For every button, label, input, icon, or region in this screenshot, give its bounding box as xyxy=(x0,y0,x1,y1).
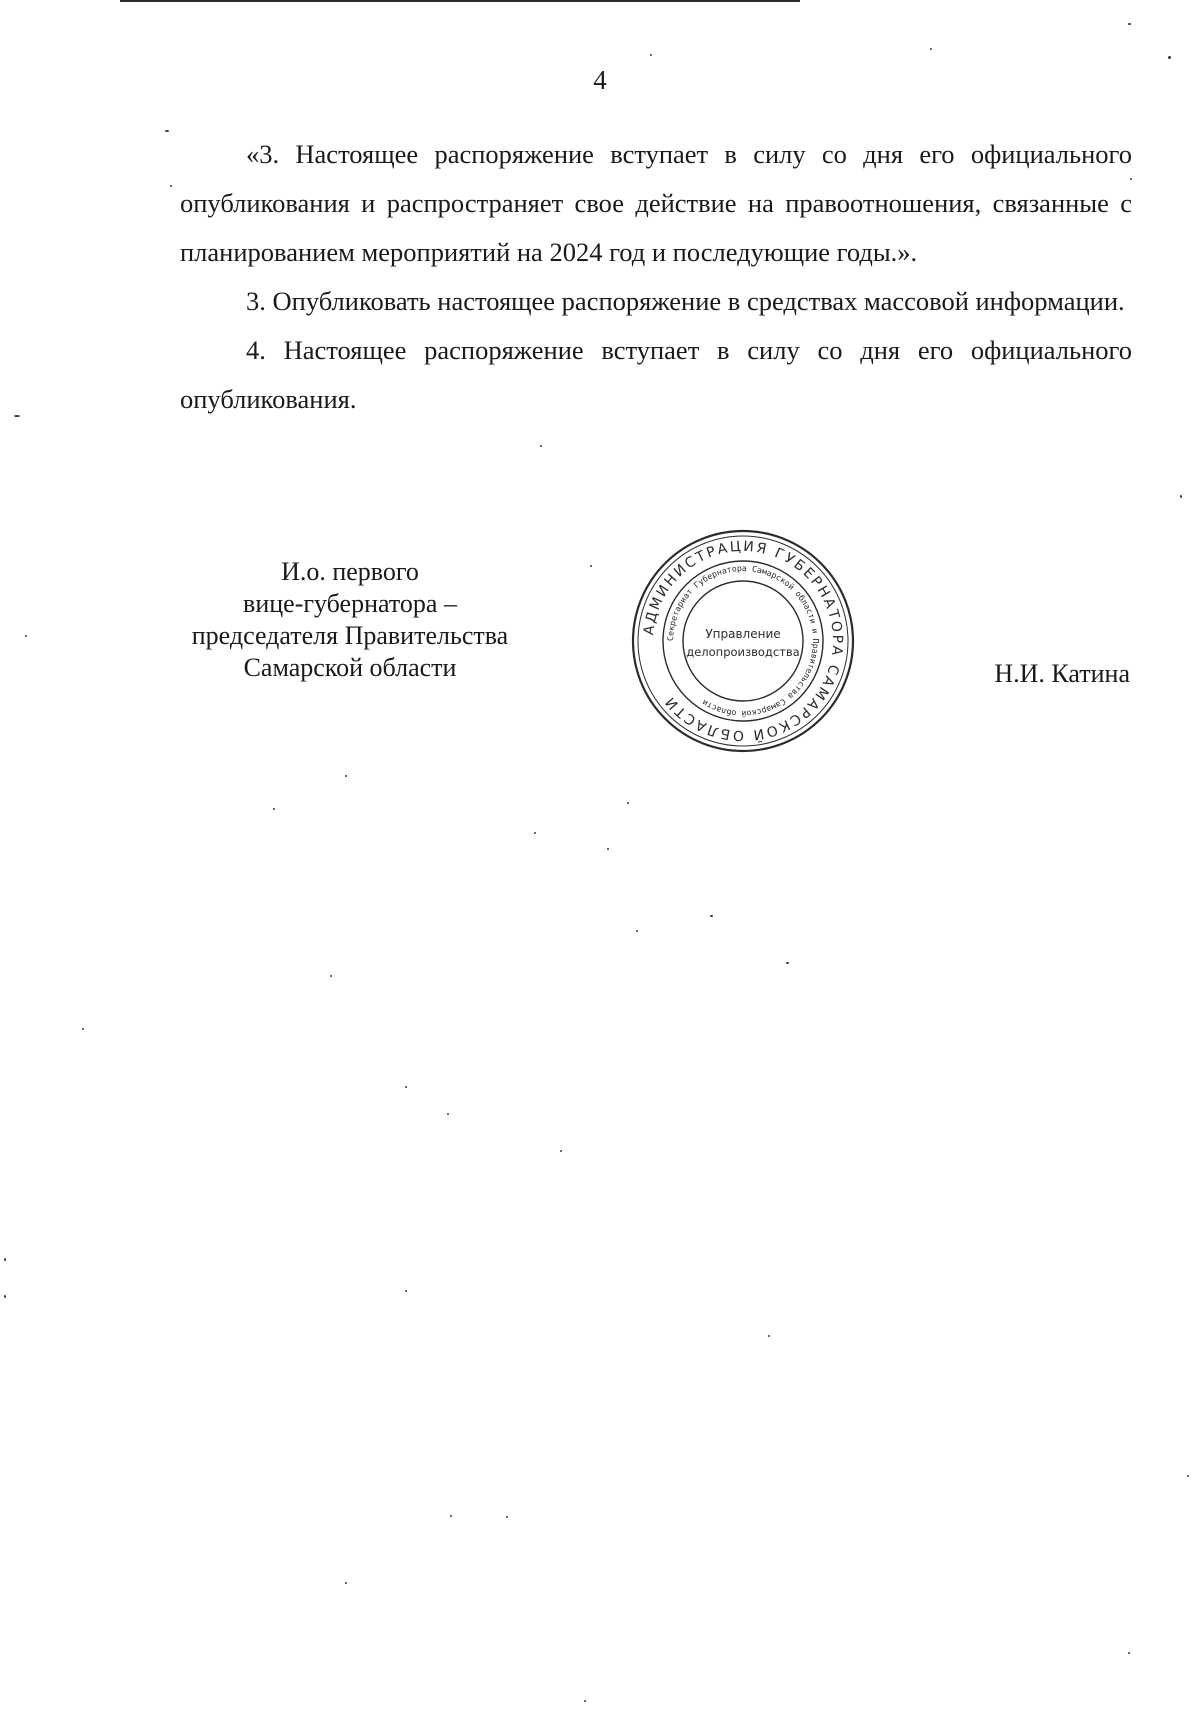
paragraph-item-4: 4. Настоящее распоряжение вступает в силу со дня его официального опубликования. xyxy=(180,335,1132,414)
scan-speck xyxy=(534,832,536,834)
scan-speck xyxy=(14,415,20,417)
official-stamp xyxy=(630,528,856,754)
scan-speck xyxy=(4,1295,6,1298)
scan-speck xyxy=(590,565,592,567)
signature-position xyxy=(170,556,530,684)
position-line: И.о. первого xyxy=(281,557,419,586)
paragraph-clause-3-quote: «3. Настоящее распоряжение вступает в силу со дня его официального опубликования и распространяет свое действие на правоотношения, связанные с планированием мероприятий на 2024 год и последующие годы.». xyxy=(180,139,1132,267)
scan-speck xyxy=(447,1113,449,1115)
scan-speck xyxy=(1180,495,1182,498)
scan-speck xyxy=(560,1150,562,1152)
paragraph-item-3: 3. Опубликовать настоящее распоряжение в средствах массовой информации. xyxy=(246,286,1125,316)
scan-speck xyxy=(627,802,629,804)
scan-speck xyxy=(1187,1475,1189,1477)
scan-speck xyxy=(345,1582,347,1584)
scan-speck xyxy=(768,1335,770,1337)
scan-speck xyxy=(1128,23,1131,25)
page-number: 4 xyxy=(593,65,607,95)
scan-speck xyxy=(1168,56,1171,59)
scan-speck xyxy=(540,445,542,447)
scan-speck xyxy=(405,1290,407,1292)
top-rule xyxy=(120,0,800,2)
scan-speck xyxy=(82,1028,84,1030)
position-line: Самарской области xyxy=(243,653,457,682)
position-line: вице-губернатора – xyxy=(243,589,457,618)
stamp-inner-ring-text: Секретариат Губернатора Самарской области и Правительства Самарской области xyxy=(664,562,822,720)
scan-speck xyxy=(450,1515,452,1517)
stamp-middle-ring xyxy=(663,561,823,721)
scan-speck xyxy=(710,915,713,917)
scan-speck xyxy=(405,1086,407,1088)
position-line: председателя Правительства xyxy=(191,621,509,650)
scan-speck xyxy=(930,48,932,50)
scan-speck xyxy=(345,775,347,777)
scan-speck xyxy=(636,930,638,932)
stamp-center-line: делопроизводства xyxy=(686,645,800,659)
scan-speck xyxy=(273,808,275,810)
scan-speck xyxy=(607,848,609,850)
scan-speck xyxy=(584,1700,586,1702)
signer-name: Н.И. Катина xyxy=(994,659,1130,688)
scan-speck xyxy=(170,185,172,187)
stamp-inner-ring xyxy=(683,581,803,701)
scan-speck xyxy=(25,635,27,637)
scan-speck xyxy=(4,1258,6,1261)
scan-speck xyxy=(1128,1652,1130,1654)
stamp-center-line: Управление xyxy=(705,627,781,641)
scan-speck xyxy=(786,962,789,964)
scan-speck xyxy=(330,975,332,977)
stamp-outer-text: АДМИНИСТРАЦИЯ ГУБЕРНАТОРА САМАРСКОЙ ОБЛАСТИ xyxy=(641,538,846,744)
scan-speck xyxy=(506,1516,508,1518)
document-body xyxy=(180,130,1132,424)
scan-speck xyxy=(1130,178,1132,180)
scan-speck xyxy=(165,130,169,132)
scan-speck xyxy=(650,54,652,56)
